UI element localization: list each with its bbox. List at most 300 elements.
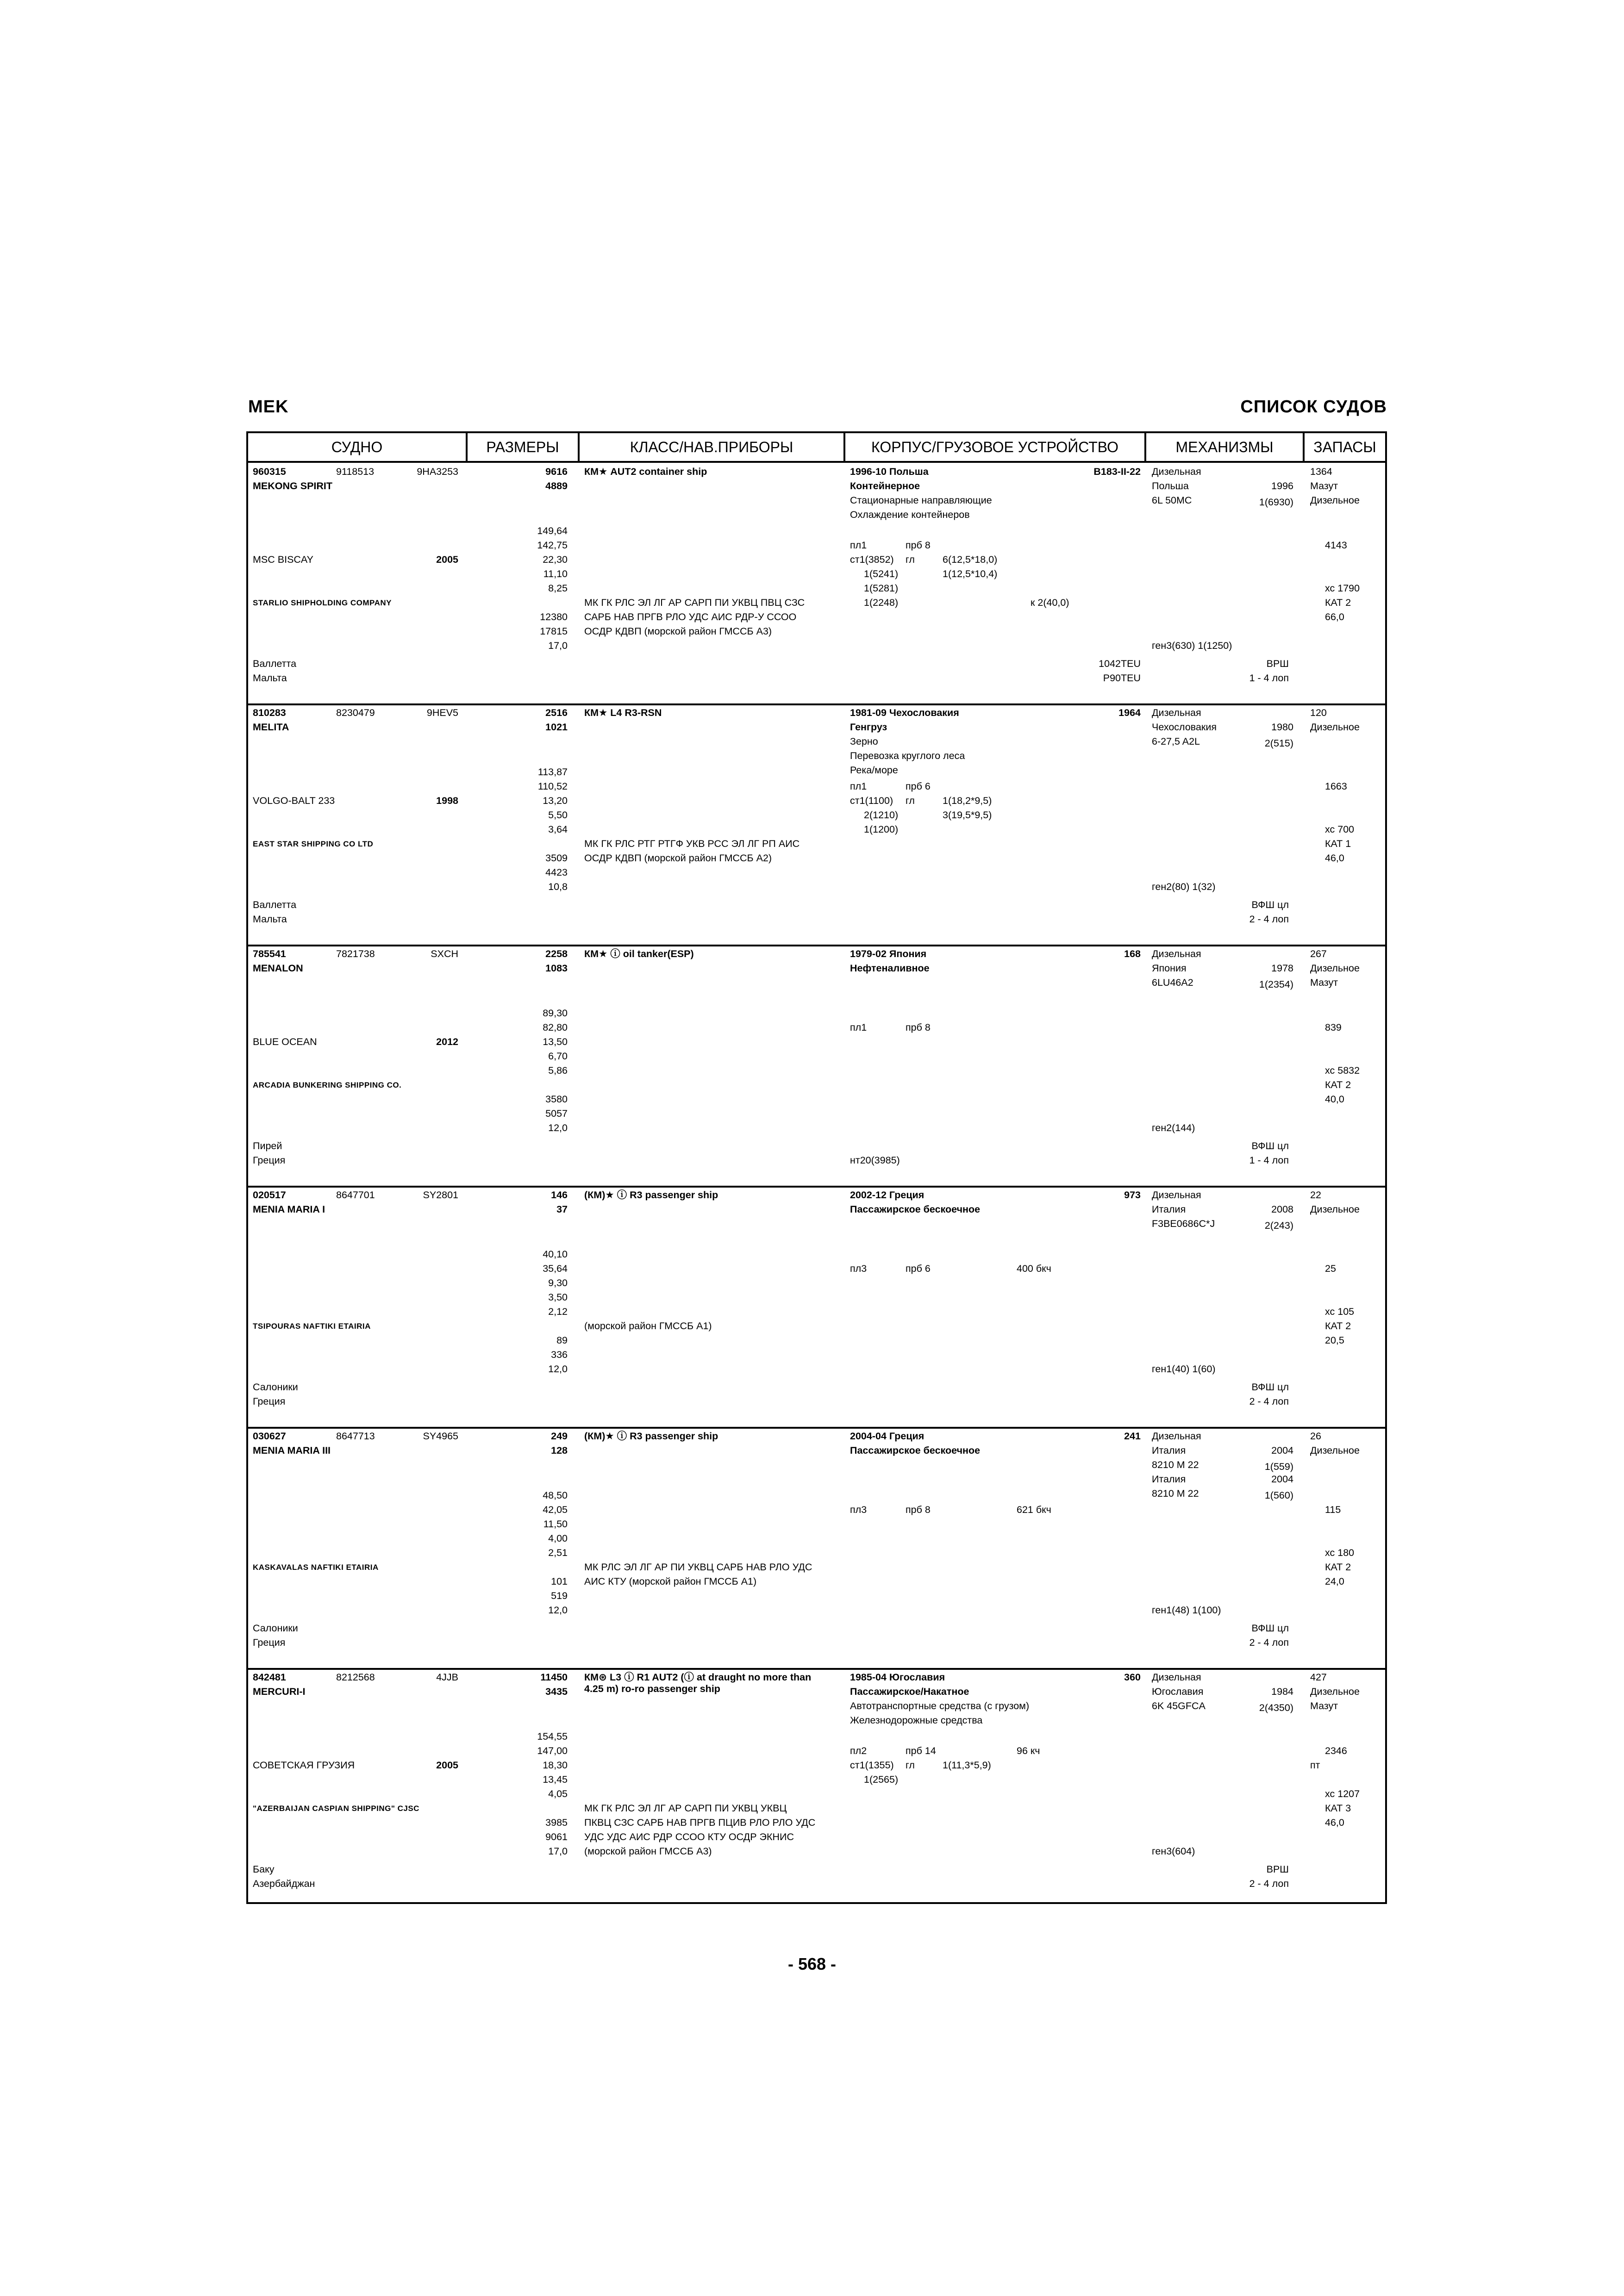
cargo-size: 621 бкч	[1017, 1504, 1051, 1515]
dimension-value: 3,64	[548, 824, 568, 835]
fuel-stores: 4143	[1325, 540, 1347, 551]
hull-description: Зерно	[850, 736, 878, 747]
net-tonnage: 4889	[545, 480, 568, 492]
cargo-gear: гл	[906, 554, 915, 565]
dimension-value: 142,75	[537, 540, 568, 551]
cargo-gear: прб 6	[906, 1263, 931, 1274]
cargo-hatch: пл3	[850, 1263, 867, 1274]
hull-build: 1979-02 Япония	[850, 948, 927, 959]
dimension-value: 149,64	[537, 525, 568, 536]
imo-number: 8647701	[336, 1189, 375, 1201]
fuel-type: Дизельное	[1310, 1204, 1360, 1215]
endurance-value: КАТ 2	[1325, 1320, 1351, 1332]
call-sign: 9HEV5	[426, 707, 458, 718]
net-tonnage: 3435	[545, 1686, 568, 1697]
cargo-gear: прб 8	[906, 540, 931, 551]
engine-detail: 2004	[1271, 1474, 1293, 1485]
propeller-type: ВФШ цл	[1251, 899, 1289, 910]
engine-origin: Италия	[1152, 1204, 1186, 1215]
deadweight-value: 3509	[545, 852, 568, 864]
deadweight-value: 9061	[545, 1831, 568, 1842]
hull-description: Контейнерное	[850, 480, 920, 492]
endurance-value: КАТ 2	[1325, 597, 1351, 608]
engine-origin: F3BE0686C*J	[1152, 1218, 1215, 1229]
former-name: BLUE OCEAN	[253, 1036, 317, 1047]
call-sign: 9HA3253	[417, 466, 458, 477]
column-header-vessel: СУДНО	[331, 439, 383, 455]
hull-code: 241	[1124, 1431, 1141, 1442]
former-name: СОВЕТСКАЯ ГРУЗИЯ	[253, 1760, 355, 1771]
endurance-value: 66,0	[1325, 611, 1344, 622]
dimension-value: 9,30	[548, 1277, 568, 1288]
dimension-value: 40,10	[543, 1249, 568, 1260]
deadweight-value: 3580	[545, 1094, 568, 1105]
hull-code: B183-II-22	[1093, 466, 1141, 477]
fuel-stores: 2346	[1325, 1745, 1347, 1756]
call-sign: SY4965	[423, 1431, 458, 1442]
propeller-count: 2 - 4 лоп	[1249, 1396, 1289, 1407]
endurance-value: КАТ 1	[1325, 838, 1351, 849]
deadweight-value: 101	[551, 1576, 568, 1587]
engine-detail: 1(560)	[1264, 1490, 1293, 1501]
class-notation: КМ★ AUT2 container ship	[584, 466, 707, 477]
engine-origin: 6L 50MC	[1152, 495, 1192, 506]
fuel-stores: 839	[1325, 1022, 1342, 1033]
ship-entry	[248, 947, 1385, 1184]
nav-equipment: ОСДР КДВП (морской район ГМССБ А3)	[584, 626, 772, 637]
column-header-hull: КОРПУС/ГРУЗОВОЕ УСТРОЙСТВО	[871, 439, 1118, 455]
dimension-value: 11,10	[543, 568, 568, 579]
dimension-value: 4,05	[548, 1788, 568, 1799]
rename-year: 1998	[436, 795, 458, 806]
ship-entry	[248, 1188, 1385, 1425]
owner-name: STARLIO SHIPHOLDING COMPANY	[253, 598, 392, 607]
generators: ген1(40) 1(60)	[1152, 1363, 1216, 1375]
port-of-registry: Салоники	[253, 1381, 298, 1393]
cargo-hatch: пл1	[850, 781, 867, 792]
generators: ген2(144)	[1152, 1122, 1195, 1133]
propeller-type: ВФШ цл	[1251, 1623, 1289, 1634]
imo-number: 8230479	[336, 707, 375, 718]
cargo-extra: к 2(40,0)	[1031, 597, 1069, 608]
dimension-value: 154,55	[537, 1731, 568, 1742]
gross-tonnage: 249	[551, 1431, 568, 1442]
engine-detail: 1984	[1271, 1686, 1293, 1697]
register-number: 842481	[253, 1672, 286, 1683]
engine-origin: Италия	[1152, 1445, 1186, 1456]
hull-build: 2002-12 Греция	[850, 1189, 924, 1201]
engine-type: Дизельная	[1152, 1672, 1201, 1683]
engine-origin: 8210 M 22	[1152, 1488, 1199, 1499]
register-number: 020517	[253, 1189, 286, 1201]
dimension-value: 8,25	[548, 583, 568, 594]
flag-state: Греция	[253, 1396, 286, 1407]
generators: ген1(48) 1(100)	[1152, 1605, 1221, 1616]
net-tonnage: 1021	[545, 722, 568, 733]
flag-state: Мальта	[253, 914, 287, 925]
endurance-value: КАТ 2	[1325, 1079, 1351, 1090]
dimension-value: 35,64	[543, 1263, 568, 1274]
dimension-value: 3,50	[548, 1292, 568, 1303]
hull-description: Пассажирское/Накатное	[850, 1686, 969, 1697]
fuel-type: Дизельное	[1310, 1686, 1360, 1697]
former-name: VOLGO-BALT 233	[253, 795, 335, 806]
engine-type: Дизельная	[1152, 466, 1201, 477]
dimension-value: 13,50	[543, 1036, 568, 1047]
owner-name: ARCADIA BUNKERING SHIPPING CO.	[253, 1081, 402, 1089]
column-header-dimensions: РАЗМЕРЫ	[486, 439, 559, 455]
nav-equipment: ПКВЦ СЗС САРБ НАВ ПРГВ ПЦИВ РЛО РЛО УДС	[584, 1817, 816, 1828]
ship-name: MELITA	[253, 722, 289, 733]
propeller-count: 1 - 4 лоп	[1249, 1155, 1289, 1166]
deadweight-value: 89	[556, 1335, 568, 1346]
propeller-type: ВФШ цл	[1251, 1140, 1289, 1151]
cargo-size: 1(12,5*10,4)	[943, 568, 998, 579]
hull-code: 1964	[1118, 707, 1141, 718]
nav-equipment: МК РЛС ЭЛ ЛГ АР ПИ УКВЦ САРБ НАВ РЛО УДС	[584, 1562, 812, 1573]
ship-entry	[248, 1429, 1385, 1666]
port-of-registry: Валлетта	[253, 658, 297, 669]
engine-power: 427	[1310, 1672, 1327, 1683]
deadweight-value: 3985	[545, 1817, 568, 1828]
cargo-hatch: 1(1200)	[864, 824, 899, 835]
imo-number: 8647713	[336, 1431, 375, 1442]
fuel-stores: 1663	[1325, 781, 1347, 792]
hull-build: 1996-10 Польша	[850, 466, 929, 477]
cargo-gear: прб 14	[906, 1745, 936, 1756]
register-number: 030627	[253, 1431, 286, 1442]
fuel-stores: 25	[1325, 1263, 1336, 1274]
class-notation: КМ★ L4 R3-RSN	[584, 707, 662, 718]
fuel-type: Дизельное	[1310, 1445, 1360, 1456]
engine-power: 22	[1310, 1189, 1321, 1201]
dimension-value: 89,30	[543, 1008, 568, 1019]
imo-number: 7821738	[336, 948, 375, 959]
class-notation: КМ★ ⓘ oil tanker(ESP)	[584, 948, 694, 959]
propeller-type: ВРШ	[1266, 658, 1289, 669]
deadweight-value: 17,0	[548, 640, 568, 651]
cargo-hatch: ст1(3852)	[850, 554, 894, 565]
flag-state: Азербайджан	[253, 1878, 315, 1889]
deadweight-value: 17,0	[548, 1846, 568, 1857]
propeller-count: 1 - 4 лоп	[1249, 672, 1289, 684]
nav-equipment: УДС УДС АИС РДР ССОО КТУ ОСДР ЭКНИС	[584, 1831, 794, 1842]
flag-state: Греция	[253, 1155, 286, 1166]
section-code: MEK	[248, 397, 289, 417]
class-notation-cont: 4.25 m) ro-ro passenger ship	[584, 1683, 720, 1694]
fuel-type: Мазут	[1310, 977, 1338, 988]
imo-number: 9118513	[336, 466, 375, 477]
engine-detail: 1978	[1271, 963, 1293, 974]
hull-description: Стационарные направляющие	[850, 495, 992, 506]
gross-tonnage: 146	[551, 1189, 568, 1201]
endurance-value: 24,0	[1325, 1576, 1344, 1587]
entry-divider	[246, 703, 1387, 705]
dimension-value: 4,00	[548, 1533, 568, 1544]
engine-detail: 2004	[1271, 1445, 1293, 1456]
propeller-type: ВРШ	[1266, 1864, 1289, 1875]
cargo-hatch: 2(1210)	[864, 809, 899, 821]
class-notation: (КМ)★ ⓘ R3 passenger ship	[584, 1189, 718, 1201]
engine-power: 120	[1310, 707, 1327, 718]
nav-equipment: САРБ НАВ ПРГВ РЛО УДС АИС РДР-У ССОО	[584, 611, 797, 622]
dimension-value: 6,70	[548, 1051, 568, 1062]
deadweight-value: 519	[551, 1590, 568, 1601]
port-of-registry: Пирей	[253, 1140, 282, 1151]
engine-type: Дизельная	[1152, 948, 1201, 959]
ship-entry	[248, 1670, 1385, 1907]
hull-build: 1981-09 Чехословакия	[850, 707, 959, 718]
propeller-type: ВФШ цл	[1251, 1381, 1289, 1393]
call-sign: SXCH	[431, 948, 458, 959]
engine-detail: 2(4350)	[1259, 1702, 1293, 1713]
cargo-extra: нт20(3985)	[850, 1155, 900, 1166]
column-header-stores: ЗАПАСЫ	[1313, 439, 1376, 455]
ship-name: MEKONG SPIRIT	[253, 480, 333, 492]
owner-name: KASKAVALAS NAFTIKI ETAIRIA	[253, 1563, 379, 1572]
engine-origin: 6-27,5 A2L	[1152, 736, 1200, 747]
engine-detail: 2(243)	[1264, 1220, 1293, 1231]
engine-detail: 2008	[1271, 1204, 1293, 1215]
engine-power: 26	[1310, 1431, 1321, 1442]
dimension-value: 13,20	[543, 795, 568, 806]
generators: ген3(630) 1(1250)	[1152, 640, 1232, 651]
hull-code: 360	[1124, 1672, 1141, 1683]
hull-build: 1985-04 Югославия	[850, 1672, 945, 1683]
container-capacity: 1042TEU	[1099, 658, 1141, 669]
dimension-value: 113,87	[537, 766, 568, 778]
engine-type: Дизельная	[1152, 1431, 1201, 1442]
engine-type: Дизельная	[1152, 707, 1201, 718]
engine-origin: 6LU46A2	[1152, 977, 1193, 988]
cargo-hatch: ст1(1355)	[850, 1760, 894, 1771]
dimension-value: 82,80	[543, 1022, 568, 1033]
fuel-type: Мазут	[1310, 480, 1338, 492]
rename-year: 2005	[436, 1760, 458, 1771]
hull-description: Река/море	[850, 765, 898, 776]
cargo-hatch: 1(5241)	[864, 568, 899, 579]
hull-build: 2004-04 Греция	[850, 1431, 924, 1442]
cargo-gear: гл	[906, 795, 915, 806]
hull-description: Перевозка круглого леса	[850, 750, 965, 761]
hull-description: Железнодорожные средства	[850, 1715, 983, 1726]
endurance-value: хс 180	[1325, 1547, 1355, 1558]
engine-detail: 1(2354)	[1259, 979, 1293, 990]
generators: ген2(80) 1(32)	[1152, 881, 1216, 892]
fuel-stores: 115	[1325, 1504, 1341, 1515]
net-tonnage: 37	[556, 1204, 568, 1215]
hull-description: Автотранспортные средства (с грузом)	[850, 1700, 1030, 1711]
endurance-value: хс 105	[1325, 1306, 1355, 1317]
class-notation: (КМ)★ ⓘ R3 passenger ship	[584, 1431, 718, 1442]
cargo-size: 3(19,5*9,5)	[943, 809, 992, 821]
owner-name: EAST STAR SHIPPING CO LTD	[253, 840, 374, 848]
port-of-registry: Валлетта	[253, 899, 297, 910]
nav-equipment: АИС КТУ (морской район ГМССБ А1)	[584, 1576, 757, 1587]
cargo-hatch: ст1(1100)	[850, 795, 893, 806]
cargo-gear: прб 6	[906, 781, 931, 792]
fuel-type: Дизельное	[1310, 963, 1360, 974]
dimension-value: 147,00	[537, 1745, 568, 1756]
engine-origin: Югославия	[1152, 1686, 1204, 1697]
deadweight-value: 12380	[540, 611, 568, 622]
ship-entry	[248, 706, 1385, 943]
engine-type: Дизельная	[1152, 1189, 1201, 1201]
nav-equipment: ОСДР КДВП (морской район ГМССБ А2)	[584, 852, 772, 864]
hull-description: Генгруз	[850, 722, 887, 733]
column-header-class: КЛАСС/НАВ.ПРИБОРЫ	[630, 439, 793, 455]
engine-detail: 1980	[1271, 722, 1293, 733]
cargo-hatch: пл1	[850, 540, 867, 551]
dimension-value: 2,12	[548, 1306, 568, 1317]
rename-year: 2005	[436, 554, 458, 565]
hull-description: Нефтеналивное	[850, 963, 930, 974]
engine-origin: Италия	[1152, 1474, 1186, 1485]
hull-description: Пассажирское бескоечное	[850, 1204, 981, 1215]
entry-divider	[246, 1186, 1387, 1188]
port-of-registry: Баку	[253, 1864, 275, 1875]
register-number: 785541	[253, 948, 286, 959]
call-sign: SY2801	[423, 1189, 458, 1201]
gross-tonnage: 9616	[545, 466, 568, 477]
cargo-hatch: пл1	[850, 1022, 867, 1033]
cargo-gear: гл	[906, 1760, 915, 1771]
nav-equipment: МК ГК РЛС ЭЛ ЛГ АР САРП ПИ УКВЦ УКВЦ	[584, 1803, 787, 1814]
deadweight-value: 17815	[540, 626, 568, 637]
propeller-count: 2 - 4 лоп	[1249, 1878, 1289, 1889]
engine-power: 1364	[1310, 466, 1332, 477]
register-number: 960315	[253, 466, 286, 477]
page-title: СПИСОК СУДОВ	[1240, 397, 1387, 417]
nav-equipment: МК ГК РЛС РТГ РТГФ УКВ РСС ЭЛ ЛГ РП АИС	[584, 838, 800, 849]
propeller-count: 2 - 4 лоп	[1249, 1637, 1289, 1648]
port-of-registry: Салоники	[253, 1623, 298, 1634]
engine-origin: 6K 45GFCA	[1152, 1700, 1206, 1711]
endurance-value: 46,0	[1325, 1817, 1344, 1828]
cargo-hatch: пл3	[850, 1504, 867, 1515]
dimension-value: 11,50	[543, 1518, 568, 1530]
owner-name: TSIPOURAS NAFTIKI ETAIRIA	[253, 1322, 371, 1331]
cargo-size: 96 кч	[1017, 1745, 1040, 1756]
deadweight-value: 12,0	[548, 1363, 568, 1375]
deadweight-value: 10,8	[548, 881, 568, 892]
deadweight-value: 4423	[545, 867, 568, 878]
imo-number: 8212568	[336, 1672, 375, 1683]
dimension-value: 13,45	[543, 1774, 568, 1785]
gross-tonnage: 2258	[545, 948, 568, 959]
net-tonnage: 128	[551, 1445, 568, 1456]
entry-divider	[246, 1668, 1387, 1670]
engine-detail: 1(559)	[1264, 1461, 1293, 1472]
endurance-value: 40,0	[1325, 1094, 1344, 1105]
deadweight-value: 5057	[545, 1108, 568, 1119]
cargo-hatch: 1(5281)	[864, 583, 899, 594]
call-sign: 4JJB	[436, 1672, 458, 1683]
dimension-value: 42,05	[543, 1504, 568, 1515]
column-header-machinery: МЕХАНИЗМЫ	[1175, 439, 1274, 455]
endurance-value: хс 700	[1325, 824, 1355, 835]
dimension-value: 5,86	[548, 1065, 568, 1076]
class-notation: КМ⊛ L3 ⓘ R1 AUT2 (ⓘ at draught no more than	[584, 1672, 812, 1683]
former-name: MSC BISCAY	[253, 554, 314, 565]
cargo-size: 6(12,5*18,0)	[943, 554, 998, 565]
engine-detail: 2(515)	[1264, 738, 1293, 749]
dimension-value: 2,51	[548, 1547, 568, 1558]
cargo-gear: прб 8	[906, 1022, 931, 1033]
hull-description: Охлаждение контейнеров	[850, 509, 970, 520]
engine-power: 267	[1310, 948, 1327, 959]
propeller-count: 2 - 4 лоп	[1249, 914, 1289, 925]
nav-equipment: (морской район ГМССБ А3)	[584, 1846, 712, 1857]
register-number: 810283	[253, 707, 286, 718]
net-tonnage: 1083	[545, 963, 568, 974]
flag-state: Греция	[253, 1637, 286, 1648]
engine-detail: 1(6930)	[1259, 497, 1293, 508]
cargo-hatch: 1(2565)	[864, 1774, 899, 1785]
ship-name: MENIA MARIA III	[253, 1445, 331, 1456]
engine-origin: Чехословакия	[1152, 722, 1217, 733]
hull-description: Пассажирское бескоечное	[850, 1445, 981, 1456]
cargo-size: 1(18,2*9,5)	[943, 795, 992, 806]
gross-tonnage: 11450	[540, 1672, 568, 1683]
dimension-value: 18,30	[543, 1760, 568, 1771]
dimension-value: 22,30	[543, 554, 568, 565]
ship-entry	[248, 465, 1385, 702]
engine-detail: 1996	[1271, 480, 1293, 492]
dimension-value: 110,52	[537, 781, 568, 792]
ship-name: MERCURI-I	[253, 1686, 306, 1697]
ship-name: MENALON	[253, 963, 303, 974]
hull-code: 168	[1124, 948, 1141, 959]
endurance-value: хс 5832	[1325, 1065, 1360, 1076]
generators: ген3(604)	[1152, 1846, 1195, 1857]
entry-divider	[246, 1427, 1387, 1429]
endurance-value: 46,0	[1325, 852, 1344, 864]
engine-origin: Япония	[1152, 963, 1187, 974]
engine-origin: 8210 M 22	[1152, 1459, 1199, 1470]
rename-year: 2012	[436, 1036, 458, 1047]
cargo-gear: прб 8	[906, 1504, 931, 1515]
cargo-hatch: пл2	[850, 1745, 867, 1756]
fuel-type: Дизельное	[1310, 495, 1360, 506]
dimension-value: 48,50	[543, 1490, 568, 1501]
deadweight-value: 12,0	[548, 1605, 568, 1616]
endurance-value: КАТ 3	[1325, 1803, 1351, 1814]
entry-divider	[246, 945, 1387, 946]
gross-tonnage: 2516	[545, 707, 568, 718]
ship-name: MENIA MARIA I	[253, 1204, 325, 1215]
engine-origin: Польша	[1152, 480, 1189, 492]
fuel-type: Мазут	[1310, 1700, 1338, 1711]
deadweight-value: 336	[551, 1349, 568, 1360]
nav-equipment: (морской район ГМССБ А1)	[584, 1320, 712, 1332]
container-capacity: P90TEU	[1103, 672, 1141, 684]
endurance-value: хс 1790	[1325, 583, 1360, 594]
cargo-size: 400 бкч	[1017, 1263, 1051, 1274]
stores-extra: пт	[1310, 1760, 1320, 1771]
endurance-value: хс 1207	[1325, 1788, 1360, 1799]
endurance-value: КАТ 2	[1325, 1562, 1351, 1573]
cargo-hatch: 1(2248)	[864, 597, 899, 608]
cargo-size: 1(11,3*5,9)	[943, 1760, 991, 1771]
fuel-type: Дизельное	[1310, 722, 1360, 733]
nav-equipment: МК ГК РЛС ЭЛ ЛГ АР САРП ПИ УКВЦ ПВЦ СЗС	[584, 597, 805, 608]
deadweight-value: 12,0	[548, 1122, 568, 1133]
flag-state: Мальта	[253, 672, 287, 684]
hull-code: 973	[1124, 1189, 1141, 1201]
dimension-value: 5,50	[548, 809, 568, 821]
page-number: - 568 -	[787, 1954, 837, 1973]
